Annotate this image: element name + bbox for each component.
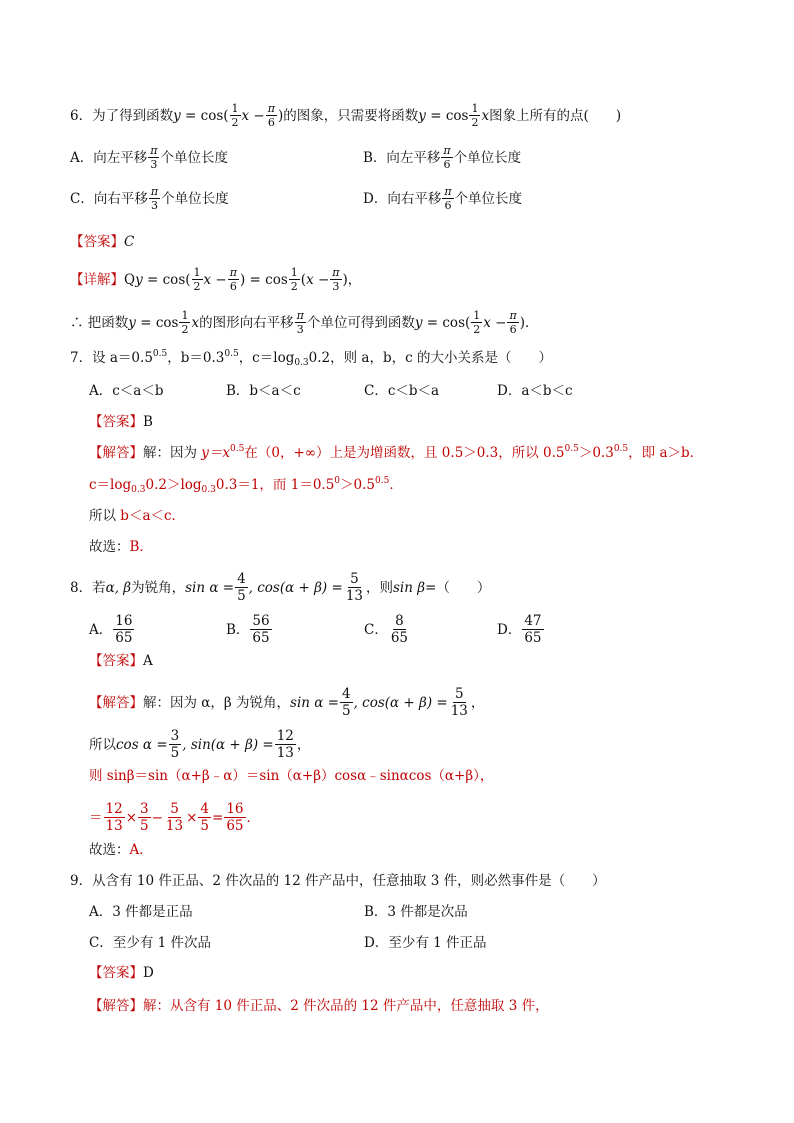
q8-solution-2: 所以cos α = $\frac{3}{5}$ , sin(α + β) = $\frac{12}{13}$ ， [89, 728, 311, 761]
q9-answer: 【答案】D [89, 965, 154, 981]
q7-answer: 【答案】B [89, 414, 153, 430]
fraction: $\frac{\pi}{6}$ [443, 144, 451, 171]
q7-option-a[interactable]: A．c＜a＜b [89, 383, 164, 399]
q8-option-d[interactable]: D． $\frac{47}{65}$ [497, 613, 542, 646]
fraction: $\frac{\pi}{3}$ [150, 185, 159, 212]
q7-solution-4: 故选：B． [89, 539, 153, 555]
q6-option-d[interactable]: D．向右平移 $\frac{\pi}{6}$ 个单位长度 [363, 185, 523, 212]
q8-solution-3: 则 sinβ＝sin（α+β﹣α）＝sin（α+β）cosα﹣sinαcos（α+β）， [89, 768, 494, 784]
q8-solution-5: 故选：A． [89, 842, 153, 858]
q7-solution-2: $c=\log_{0.3}0.2>\log_{0.3}0.3=1$，而 $1=0.5^0>0.5^{0.5}$． [89, 476, 403, 495]
q6-option-b[interactable]: B．向左平移 $\frac{\pi}{6}$ 个单位长度 [363, 144, 522, 171]
q8-option-b[interactable]: B． $\frac{56}{65}$ [226, 613, 270, 646]
q6-detail-2: ∴ 把函数y = cos $\frac{1}{2}$ x的图形向右平移 $\frac{\pi}{3}$ 个单位可得到函数y = cos( $\frac{1}{2}$ x − $\frac{\pi}{6}$ )． [70, 309, 539, 336]
q6-option-c[interactable]: C．向右平移 $\frac{\pi}{3}$ 个单位长度 [70, 185, 229, 212]
q8-answer: 【答案】A [89, 653, 153, 669]
q6-stem: 6．为了得到函数y = cos( $\frac{1}{2}$ x − $\frac{\pi}{6}$ )的图象，只需要将函数y = cos $\frac{1}{2}$ x图象上所有的点( ) [70, 102, 622, 129]
q8-option-c[interactable]: C． $\frac{8}{65}$ [364, 613, 409, 646]
q7-option-b[interactable]: B．b＜a＜c [226, 383, 301, 399]
fraction: $\frac{\pi}{6}$ [267, 102, 275, 129]
q6-detail-1: 【详解】Qy = cos( $\frac{1}{2}$ x − $\frac{\pi}{6}$ ) = cos $\frac{1}{2}$ (x − $\frac{\pi}{3}$ )， [70, 266, 362, 293]
fraction: $\frac{1}{2}$ [231, 102, 239, 129]
q9-stem: 9．从含有 10 件正品、2 件次品的 12 件产品中，任意抽取 3 件，则必然事件是（ ） [70, 873, 606, 889]
q7-stem: 7．设 $a=0.5^{0.5}$，$b=0.3^{0.5}$，$c=\log_{0.3}0.2$，则 a，b，c 的大小关系是（ ） [70, 349, 552, 368]
fraction: $\frac{\pi}{6}$ [444, 185, 452, 212]
q8-solution-4: ＝ $\frac{12}{13}$ × $\frac{3}{5}$ − $\frac{5}{13}$ × $\frac{4}{5}$ = $\frac{16}{65}$ ． [89, 801, 260, 834]
q9-solution-1: 【解答】解：从含有 10 件正品、2 件次品的 12 件产品中，任意抽取 3 件， [89, 998, 549, 1014]
q9-option-b[interactable]: B．3 件都是次品 [364, 904, 468, 920]
q9-option-a[interactable]: A．3 件都是正品 [89, 904, 193, 920]
q8-solution-1: 【解答】解：因为 α，β 为锐角，sin α = $\frac{4}{5}$ , cos(α + β) = $\frac{5}{13}$ ， [89, 686, 485, 719]
q6-option-a[interactable]: A．向左平移 $\frac{\pi}{3}$ 个单位长度 [70, 144, 228, 171]
q8-option-a[interactable]: A． $\frac{16}{65}$ [89, 613, 133, 646]
q9-option-c[interactable]: C．至少有 1 件次品 [89, 935, 212, 951]
q7-solution-3: 所以 b＜a＜c． [89, 508, 186, 524]
q7-solution-1: 【解答】解：因为 $y=x^{0.5}$在（0，+∞）上是为增函数，且 0.5＞0.3，所以 $0.5^{0.5}>0.3^{0.5}$，即 a＞b． [89, 444, 704, 461]
q8-stem: 8．若α, β为锐角，sin α = $\frac{4}{5}$ , cos(α + β) = $\frac{5}{13}$ ，则sin β=（ ） [70, 571, 491, 604]
q9-option-d[interactable]: D．至少有 1 件正品 [364, 935, 487, 951]
q6-answer: 【答案】C [70, 234, 135, 250]
q7-option-c[interactable]: C．c＜b＜a [364, 383, 440, 399]
fraction: $\frac{\pi}{3}$ [150, 144, 158, 171]
fraction: $\frac{1}{2}$ [471, 102, 479, 129]
q7-option-d[interactable]: D．a＜b＜c [497, 383, 573, 399]
